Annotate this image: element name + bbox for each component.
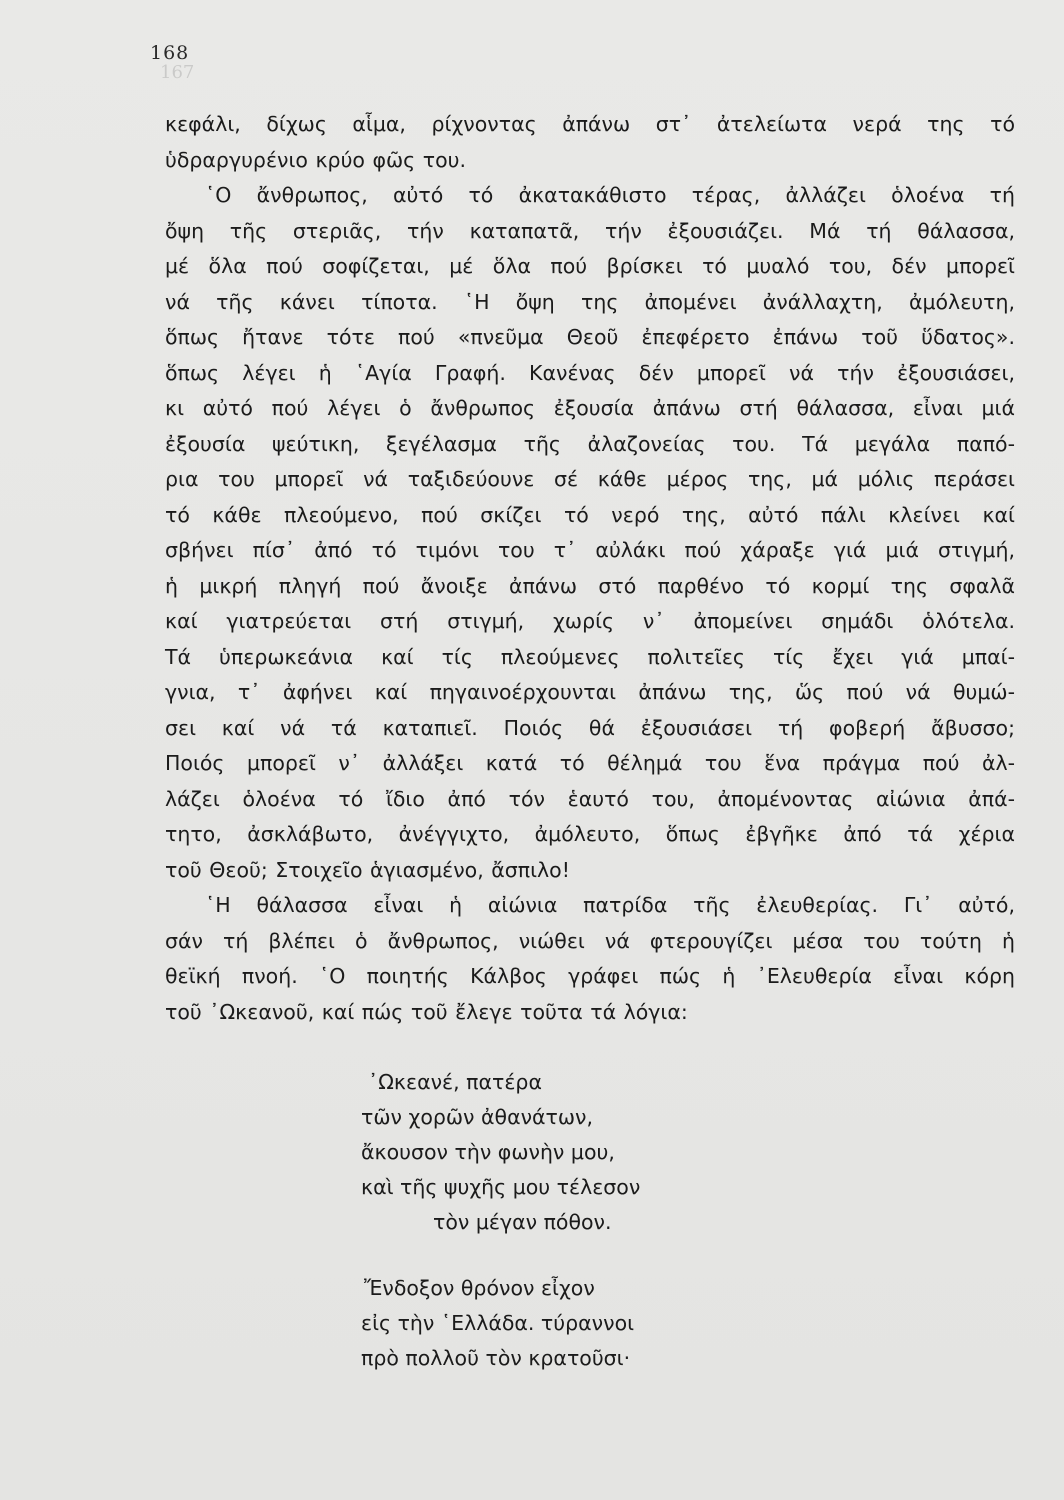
paragraph xyxy=(165,107,1015,178)
text-line: ἡ μικρή πληγή πού ἄνοιξε ἀπάνω στό παρθένο τό κορμί της σφαλᾶ xyxy=(165,573,1015,598)
text-line: θεϊκή πνοή. ῾Ο ποιητής Κάλβος γράφει πώς ἡ ᾽Ελευθερία εἶναι κόρη xyxy=(165,964,1015,988)
text-line: Ποιός μπορεῖ ν᾽ ἀλλάξει κατά τό θέλημά του ἕνα πράγμα πού ἀλ- xyxy=(165,751,1015,775)
poem-line: εἰς τὴν ῾Ελλάδα. τύραννοι xyxy=(361,1311,635,1335)
text-line: μέ ὅλα πού σοφίζεται, μέ ὅλα πού βρίσκει τό μυαλό του, δέν μπορεῖ xyxy=(165,254,1015,278)
text-line: τοῦ ᾽Ωκεανοῦ, καί πώς τοῦ ἔλεγε τοῦτα τά λόγια: xyxy=(165,999,688,1024)
text-line: ρια του μπορεῖ νά ταξιδεύουνε σέ κάθε μέρος της, μά μόλις περάσει xyxy=(165,467,1015,491)
text-line: σάν τή βλέπει ὁ ἄνθρωπος, νιώθει νά φτερουγίζει μέσα του τούτη ἡ xyxy=(165,928,1015,953)
text-line: σβήνει πίσ᾽ ἀπό τό τιμόνι του τ᾽ αὐλάκι πού χάραξε γιά μιά στιγμή, xyxy=(165,538,1015,562)
page-number: 168 xyxy=(150,42,190,64)
text-line: νά τῆς κάνει τίποτα. ῾Η ὄψη της ἀπομένει ἀνάλλαχτη, ἀμόλευτη, xyxy=(165,289,1015,314)
text-line: λάζει ὁλοένα τό ἴδιο ἀπό τόν ἑαυτό του, ἀπομένοντας αἰώνια ἀπά- xyxy=(165,786,1015,811)
text-line: ὑδραργυρένιο κρύο φῶς του. xyxy=(165,147,466,172)
text-line: κι αὐτό πού λέγει ὁ ἄνθρωπος ἐξουσία ἀπάνω στή θάλασσα, εἶναι μιά xyxy=(165,396,1015,420)
text-line: ῾Η θάλασσα εἶναι ἡ αἰώνια πατρίδα τῆς ἐλευθερίας. Γι᾽ αὐτό, xyxy=(205,893,1015,917)
paragraph xyxy=(165,888,1015,1030)
body-text xyxy=(165,107,1015,1030)
text-line: τοῦ Θεοῦ; Στοιχεῖο ἁγιασμένο, ἄσπιλο! xyxy=(165,857,570,882)
text-line: ῾Ο ἄνθρωπος, αὐτό τό ἀκατακάθιστο τέρας, ἀλλάζει ὁλοένα τή xyxy=(205,183,1015,207)
text-line: τητο, ἀσκλάβωτο, ἀνέγγιχτο, ἀμόλευτο, ὅπως ἐβγῆκε ἀπό τά χέρια xyxy=(165,822,1015,846)
poem-line: Ἔνδοξον θρόνον εἶχον xyxy=(364,1276,595,1300)
text-line: Τά ὑπερωκεάνια καί τίς πλεούμενες πολιτεῖες τίς ἔχει γιά μπαί- xyxy=(165,644,1015,669)
bleed-through-page-number: 167 xyxy=(160,62,195,83)
poem-line: πρὸ πολλοῦ τὸν κρατοῦσι· xyxy=(361,1346,631,1370)
text-line: ὄψη τῆς στεριᾶς, τήν καταπατᾶ, τήν ἐξουσιάζει. Μά τή θάλασσα, xyxy=(165,218,1015,243)
text-line: γνια, τ᾽ ἀφήνει καί πηγαινοέρχουνται ἀπάνω της, ὥς πού νά θυμώ- xyxy=(165,680,1015,704)
poem-line: ᾽Ωκεανέ, πατέρα xyxy=(368,1070,542,1094)
text-line: τό κάθε πλεούμενο, πού σκίζει τό νερό της, αὐτό πάλι κλείνει καί xyxy=(165,502,1015,527)
text-line: κεφάλι, δίχως αἷμα, ρίχνοντας ἀπάνω στ᾽ ἀτελείωτα νερά της τό xyxy=(165,112,1015,136)
text-line: καί γιατρεύεται στή στιγμή, χωρίς ν᾽ ἀπομείνει σημάδι ὁλότελα. xyxy=(165,609,1015,633)
text-line: ὅπως ἤτανε τότε πού «πνεῦμα Θεοῦ ἐπεφέρετο ἐπάνω τοῦ ὕδατος». xyxy=(165,325,1015,349)
text-line: ἐξουσία ψεύτικη, ξεγέλασμα τῆς ἀλαζονείας του. Τά μεγάλα παπό- xyxy=(165,431,1015,456)
poem-line: τὸν μέγαν πόθον. xyxy=(433,1210,612,1234)
text-line: σει καί νά τά καταπιεῖ. Ποιός θά ἐξουσιάσει τή φοβερή ἄβυσσο; xyxy=(165,715,1015,740)
poem-line: καὶ τῆς ψυχῆς μου τέλεσον xyxy=(361,1175,641,1199)
poem-line: τῶν χορῶν ἀθανάτων, xyxy=(361,1105,594,1129)
paragraph xyxy=(165,178,1015,888)
text-line: ὅπως λέγει ἡ ῾Αγία Γραφή. Κανένας δέν μπορεῖ νά τήν ἐξουσιάσει, xyxy=(165,360,1015,385)
poem-line: ἄκουσον τὴν φωνὴν μου, xyxy=(361,1140,615,1164)
